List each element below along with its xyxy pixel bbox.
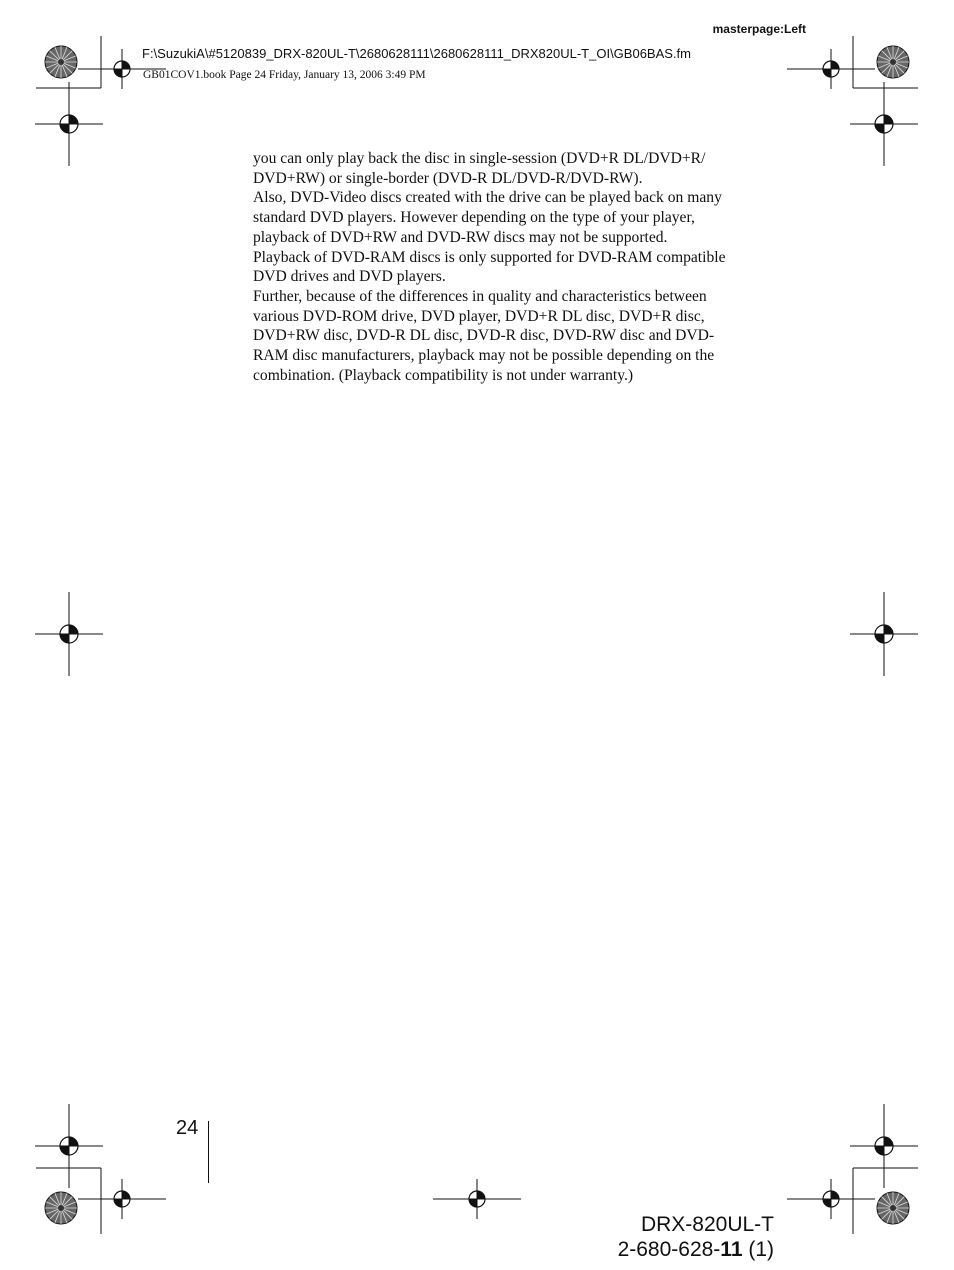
- body-line: Also, DVD-Video discs created with the drive can be played back on many: [253, 189, 722, 207]
- masterpage-label: masterpage:Left: [712, 22, 806, 36]
- body-line: DVD+RW) or single-border (DVD-R DL/DVD-R/DVD-RW).: [253, 169, 643, 187]
- body-line: RAM disc manufacturers, playback may not be possible depending on the: [253, 347, 715, 365]
- body-line: Further, because of the differences in quality and characteristics between: [253, 287, 707, 305]
- page-number: 24: [176, 1117, 199, 1139]
- body-line: DVD drives and DVD players.: [253, 268, 446, 286]
- model-block: [618, 1212, 774, 1262]
- folio-divider: [208, 1121, 209, 1183]
- body-line: standard DVD players. However depending on the type of your player,: [253, 209, 695, 227]
- part-code-bold: 11: [720, 1238, 743, 1261]
- body-text: [253, 149, 783, 385]
- body-line: you can only play back the disc in single-session (DVD+R DL/DVD+R/: [253, 150, 706, 167]
- body-line: Playback of DVD-RAM discs is only supported for DVD-RAM compatible: [253, 248, 726, 266]
- part-code-suffix: (1): [742, 1238, 774, 1261]
- book-info-line: GB01COV1.book Page 24 Friday, January 13, 2006 3:49 PM: [143, 69, 426, 81]
- part-code: [618, 1237, 774, 1262]
- body-line: playback of DVD+RW and DVD-RW discs may not be supported.: [253, 228, 668, 246]
- model-name: DRX-820UL-T: [640, 1213, 774, 1236]
- part-code-prefix: 2-680-628-: [617, 1238, 721, 1261]
- body-line: combination. (Playback compatibility is not under warranty.): [253, 366, 634, 384]
- body-line: DVD+RW disc, DVD-R DL disc, DVD-R disc, DVD-RW disc and DVD-: [253, 327, 715, 345]
- file-path: F:\SuzukiA\#5120839_DRX-820UL-T\2680628111\2680628111_DRX820UL-T_OI\GB06BAS.fm: [142, 46, 691, 61]
- body-line: various DVD-ROM drive, DVD player, DVD+R DL disc, DVD+R disc,: [253, 307, 705, 325]
